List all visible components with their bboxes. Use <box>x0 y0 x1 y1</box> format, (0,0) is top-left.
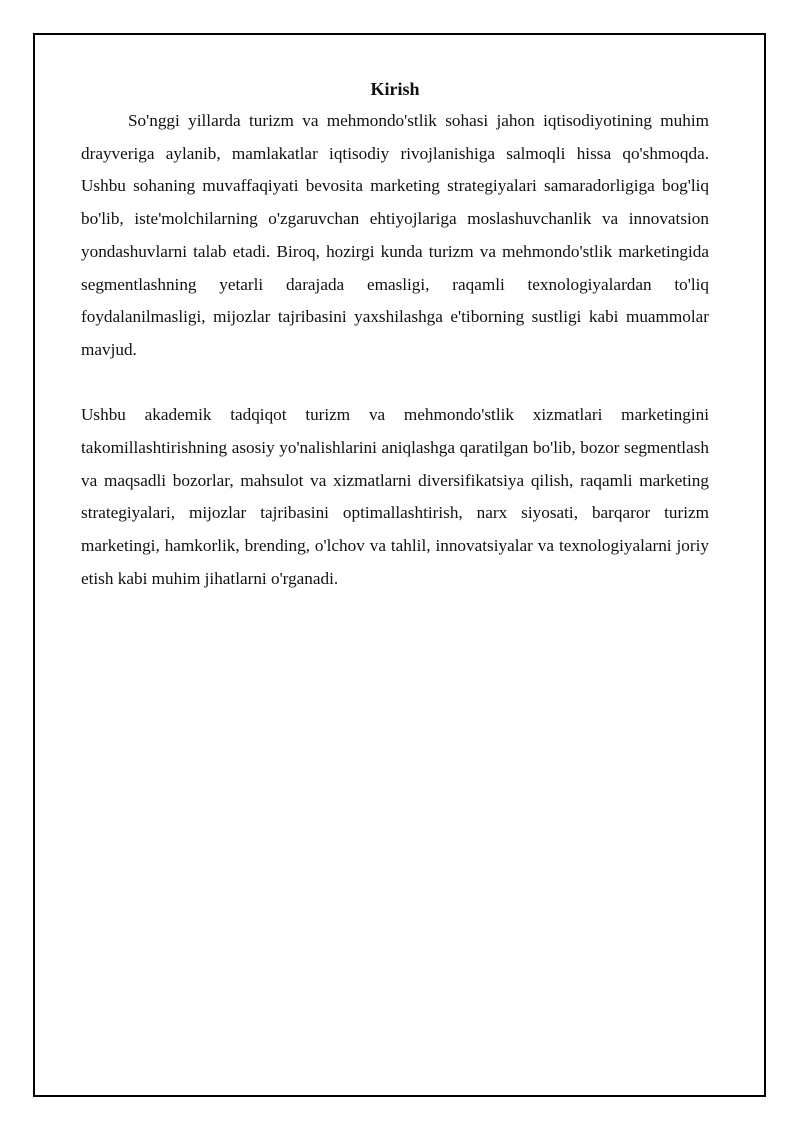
document-title: Kirish <box>370 79 420 99</box>
document-body <box>81 75 709 596</box>
paragraph-intro: So'nggi yillarda turizm va mehmondo'stlik sohasi jahon iqtisodiyotining muhim drayveriga aylanib, mamlakatlar iqtisodiy rivojlanishiga salmoqli hissa qo'shmoqda. Ushbu sohaning muvaffaqiyati bevosita marketing strategiyalari samaradorligiga bog'liq bo'lib, iste'molchilarning o'zgaruvchan ehtiyojlariga moslashuvchanlik va innovatsion yondashuvlarni talab etadi. Biroq, hozirgi kunda turizm va mehmondo'stlik marketingida segmentlashning yetarli darajada emasligi, raqamli texnologiyalardan to'liq foydalanilmasligi, mijozlar tajribasini yaxshilashga e'tiborning sustligi kabi muammolar mavjud. <box>81 111 709 359</box>
paragraph-research-aim: Ushbu akademik tadqiqot turizm va mehmondo'stlik xizmatlari marketingini takomillashtirishning asosiy yo'nalishlarini aniqlashga qaratilgan bo'lib, bozor segmentlash va maqsadli bozorlar, mahsulot va xizmatlarni diversifikatsiya qilish, raqamli marketing strategiyalari, mijozlar tajribasini optimallashtirish, narx siyosati, barqaror turizm marketingi, hamkorlik, brending, o'lchov va tahlil, innovatsiyalar va texnologiyalarni joriy etish kabi muhim jihatlarni o'rganadi. <box>81 405 709 588</box>
